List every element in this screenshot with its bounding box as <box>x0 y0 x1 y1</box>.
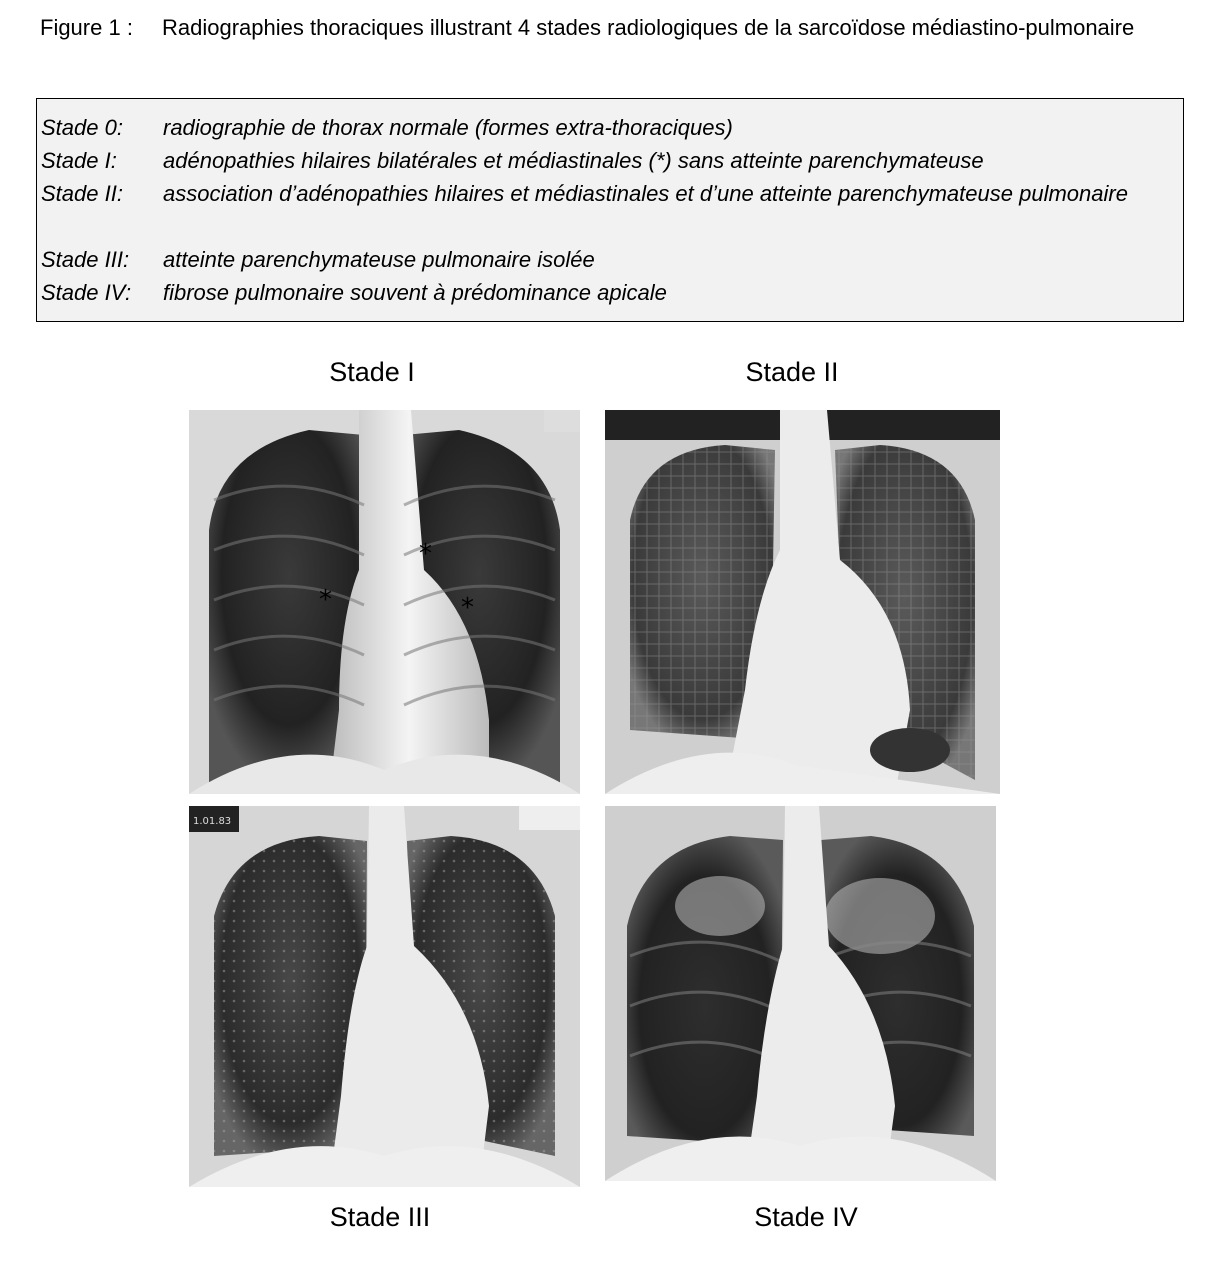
adenopathy-marker: * <box>419 539 432 569</box>
stage-legend-box <box>36 98 1184 322</box>
legend-description: association d’adénopathies hilaires et médiastinales et d’une atteinte parenchymateuse pulmonaire <box>163 181 1128 206</box>
film-tag: 1.01.83 <box>193 816 232 827</box>
legend-stage: Stade III: <box>41 247 130 272</box>
xray-stade-1-image <box>189 410 580 794</box>
adenopathy-marker: * <box>319 585 332 615</box>
xray-stade-4-image <box>605 806 996 1181</box>
panel-label-stade-2: Stade II <box>745 357 839 387</box>
xray-stade-2-image <box>605 410 1000 794</box>
legend-description: adénopathies hilaires bilatérales et médiastinales (*) sans atteinte parenchymateuse <box>163 148 984 173</box>
figure-number: Figure 1 : <box>40 15 133 40</box>
panel-label-stade-1: Stade I <box>329 357 415 387</box>
legend-description: atteinte parenchymateuse pulmonaire isolée <box>163 247 595 272</box>
legend-stage: Stade I: <box>41 148 117 173</box>
xray-stade-4 <box>605 806 996 1181</box>
legend-stage: Stade IV: <box>41 280 132 305</box>
legend-stage: Stade II: <box>41 181 123 206</box>
figure-title: Radiographies thoraciques illustrant 4 stades radiologiques de la sarcoïdose médiastino-pulmonaire <box>162 15 1135 40</box>
adenopathy-marker: * <box>461 593 474 623</box>
xray-stade-2 <box>605 410 1000 794</box>
xray-stade-1 <box>189 410 580 794</box>
xray-stade-3-image <box>189 806 580 1187</box>
panel-label-stade-3: Stade III <box>329 1202 431 1232</box>
panel-label-stade-4: Stade IV <box>754 1202 858 1232</box>
legend-description: radiographie de thorax normale (formes extra-thoraciques) <box>163 115 733 140</box>
legend-stage: Stade 0: <box>41 115 123 140</box>
xray-stade-3 <box>189 806 580 1187</box>
legend-description: fibrose pulmonaire souvent à prédominance apicale <box>163 280 667 305</box>
